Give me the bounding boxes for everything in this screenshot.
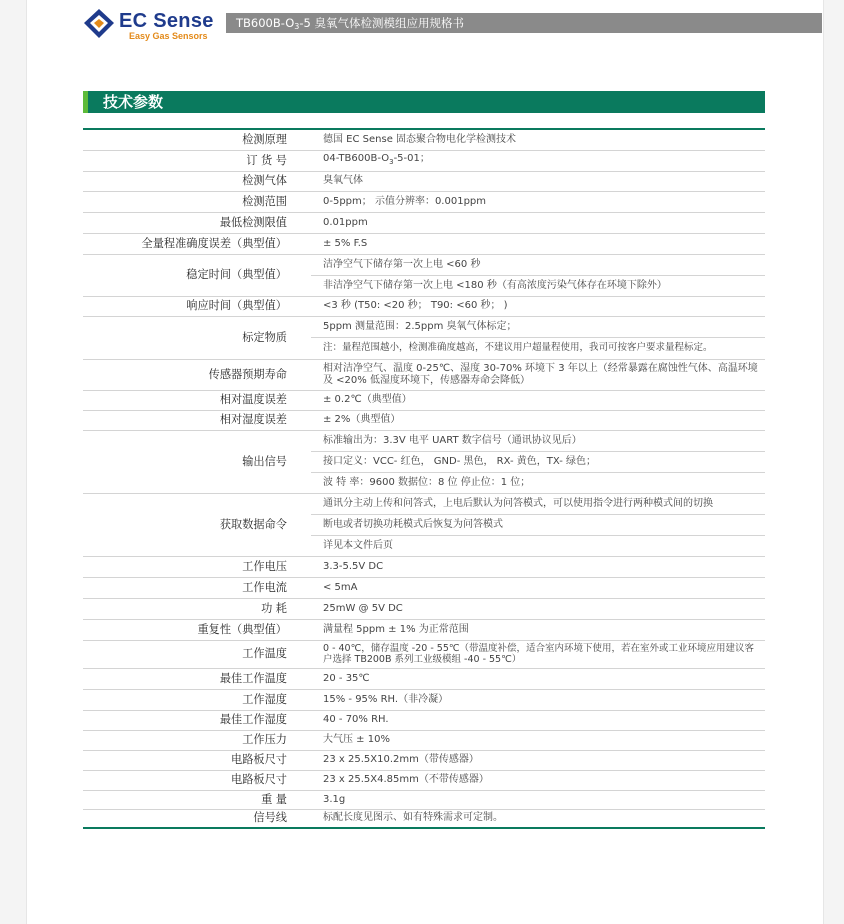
spec-value: 23 x 25.5X4.85mm（不带传感器）: [311, 770, 765, 790]
spec-label: 最佳工作温度: [83, 668, 311, 689]
section-header: [83, 91, 765, 113]
spec-label: 获取数据命令: [83, 493, 311, 556]
spec-label: 重 量: [83, 790, 311, 809]
order-number-suffix: -5-01；: [393, 153, 430, 164]
spec-row: [83, 640, 765, 668]
doc-title-subscript: 3: [294, 22, 300, 31]
spec-value: 0-5ppm； 示值分辨率：0.001ppm: [311, 191, 765, 212]
spec-value: 接口定义：VCC- 红色， GND- 黑色， RX- 黄色，TX- 绿色；: [311, 451, 765, 472]
spec-table: [83, 128, 765, 829]
spec-label: 信号线: [253, 811, 287, 825]
spec-value: 标准输出为：3.3V 电平 UART 数字信号（通讯协议见后）: [311, 430, 765, 451]
order-number-prefix: 04-TB600B-O: [323, 153, 390, 164]
spec-label: 最低检测限值: [83, 212, 311, 233]
spec-row: [83, 316, 765, 337]
spec-value: 3.1g: [311, 790, 765, 809]
spec-label: 标定物质: [83, 316, 311, 359]
spec-row: [83, 809, 765, 828]
spec-row: [83, 750, 765, 770]
spec-row: [83, 598, 765, 619]
spec-value: [311, 150, 765, 171]
order-number-subscript: 3: [389, 158, 394, 166]
spec-value: 臭氧气体: [311, 171, 765, 191]
spec-value: 非洁净空气下储存第一次上电 <180 秒（有高浓度污染气体存在环境下除外）: [311, 275, 765, 296]
spec-value: 满量程 5ppm ± 1% 为正常范围: [311, 619, 765, 640]
spec-label: 工作温度: [83, 640, 311, 668]
spec-row: [83, 710, 765, 730]
spec-row: [83, 191, 765, 212]
spec-label: 相对温度误差: [83, 390, 311, 410]
spec-value: 23 x 25.5X10.2mm（带传感器）: [311, 750, 765, 770]
spec-row: [83, 359, 765, 390]
spec-label: 电路板尺寸: [83, 770, 311, 790]
spec-label: 检测气体: [83, 171, 311, 191]
doc-title-suffix: -5 臭氧气体检测模组应用规格书: [299, 16, 464, 30]
spec-row: [83, 430, 765, 451]
spec-value: <3 秒 (T50: <20 秒； T90: <60 秒； ): [311, 296, 765, 316]
spec-row: [83, 493, 765, 514]
spec-row: [83, 410, 765, 430]
spec-row: [83, 254, 765, 275]
section-title: 技术参数: [103, 93, 164, 111]
spec-row: [83, 171, 765, 191]
spec-label: 工作电压: [83, 556, 311, 577]
spec-row: [83, 129, 765, 150]
spec-value: 标配长度见图示、如有特殊需求可定制。: [323, 812, 503, 824]
spec-row: [83, 689, 765, 710]
spec-value: ± 5% F.S: [311, 233, 765, 254]
spec-value: 0 - 40℃，储存温度 -20 - 55℃（带温度补偿，适合室内环境下使用，若在室外或工业环境应用建议客户选择 TB200B 系列工业级模组 -40 - 55℃）: [311, 640, 765, 668]
spec-label: 最佳工作湿度: [83, 710, 311, 730]
spec-label: 全量程准确度误差（典型值）: [83, 233, 311, 254]
logo-name: EC Sense: [119, 10, 214, 32]
spec-label: 电路板尺寸: [83, 750, 311, 770]
spec-value: 25mW @ 5V DC: [311, 598, 765, 619]
spec-label: 传感器预期寿命: [83, 359, 311, 390]
section-accent-bar: [83, 91, 88, 113]
spec-row: [83, 730, 765, 750]
spec-value: 40 - 70% RH.: [311, 710, 765, 730]
spec-row: [83, 390, 765, 410]
spec-label: 重复性（典型值）: [83, 619, 311, 640]
diamond-logo-icon: [83, 9, 117, 39]
spec-label: 响应时间（典型值）: [83, 296, 311, 316]
spec-value: 断电或者切换功耗模式后恢复为问答模式: [311, 514, 765, 535]
spec-label: 检测原理: [83, 129, 311, 150]
spec-value: 德国 EC Sense 固态聚合物电化学检测技术: [311, 129, 765, 150]
spec-row: [83, 770, 765, 790]
spec-value: < 5mA: [311, 577, 765, 598]
spec-value: 3.3-5.5V DC: [311, 556, 765, 577]
document-title-bar: [226, 13, 822, 33]
spec-row: [83, 619, 765, 640]
doc-title-prefix: TB600B-O: [236, 16, 295, 30]
spec-value: ± 0.2℃（典型值）: [311, 390, 765, 410]
spec-value: 15% - 95% RH.（非冷凝）: [311, 689, 765, 710]
spec-value: 5ppm 测量范围：2.5ppm 臭氧气体标定；: [311, 316, 765, 337]
spec-value: 波 特 率：9600 数据位：8 位 停止位：1 位；: [311, 472, 765, 493]
spec-label: 输出信号: [83, 430, 311, 493]
spec-row: [83, 233, 765, 254]
spec-row: [83, 577, 765, 598]
spec-row: [83, 212, 765, 233]
spec-value: 注：量程范围越小，检测准确度越高，不建议用户超量程使用，我司可按客户要求量程标定。: [311, 337, 765, 359]
spec-row: [83, 296, 765, 316]
logo-tagline: Easy Gas Sensors: [129, 31, 208, 41]
spec-row: [83, 150, 765, 171]
spec-value: 大气压 ± 10%: [311, 730, 765, 750]
spec-label: 工作电流: [83, 577, 311, 598]
spec-value: 洁净空气下储存第一次上电 <60 秒: [311, 254, 765, 275]
spec-label: 工作湿度: [83, 689, 311, 710]
spec-value: 详见本文件后页: [311, 535, 765, 556]
spec-value: 0.01ppm: [311, 212, 765, 233]
spec-value: ± 2%（典型值）: [311, 410, 765, 430]
spec-row: [83, 556, 765, 577]
spec-label: 工作压力: [83, 730, 311, 750]
spec-value: 通讯分主动上传和问答式，上电后默认为问答模式，可以使用指令进行两种模式间的切换: [311, 493, 765, 514]
spec-value: 相对洁净空气、温度 0-25℃、湿度 30-70% 环境下 3 年以上（经常暴露在腐蚀性气体、高温环境及 <20% 低湿度环境下，传感器寿命会降低）: [311, 359, 765, 390]
spec-value: 20 - 35℃: [311, 668, 765, 689]
spec-label: 相对湿度误差: [83, 410, 311, 430]
spec-row: [83, 790, 765, 809]
spec-label: 订 货 号: [83, 150, 311, 171]
spec-row: [83, 668, 765, 689]
spec-label: 检测范围: [83, 191, 311, 212]
spec-label: 功 耗: [83, 598, 311, 619]
spec-label: 稳定时间（典型值）: [83, 254, 311, 296]
ec-sense-logo: [83, 9, 223, 41]
